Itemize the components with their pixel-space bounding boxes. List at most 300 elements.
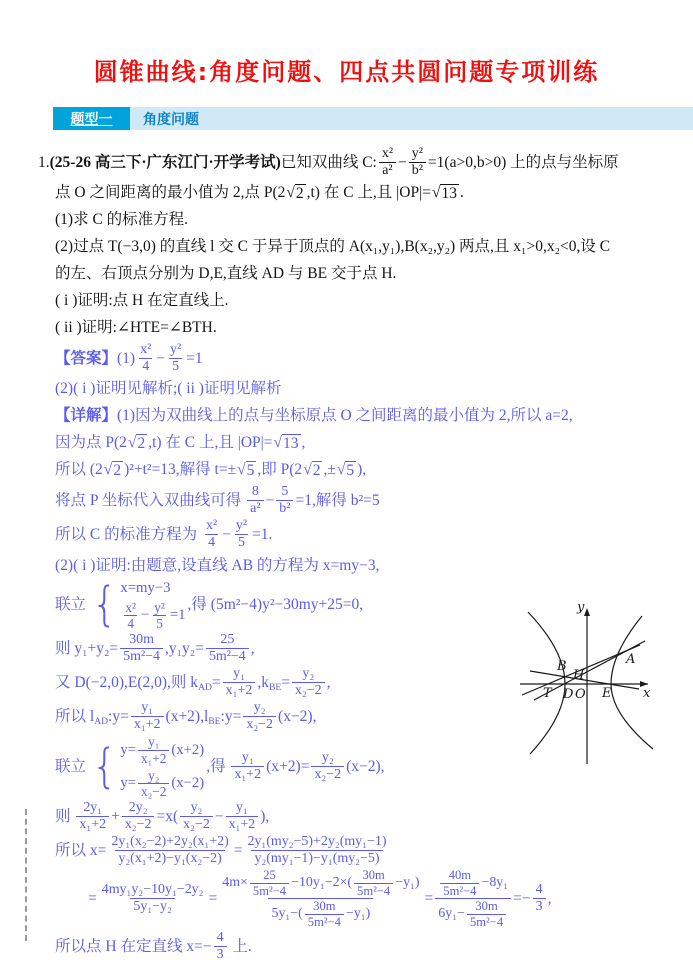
text-run: 所以点 H 在定直线 x=− bbox=[55, 937, 212, 955]
radicand: 2 bbox=[295, 184, 304, 202]
text-line-8 bbox=[55, 342, 689, 375]
fraction-denominator bbox=[533, 898, 546, 915]
fraction-denominator bbox=[223, 682, 256, 699]
fraction-numerator bbox=[230, 666, 248, 682]
text-run: 30m bbox=[129, 632, 154, 648]
fraction-numerator bbox=[122, 600, 139, 615]
text-run: a² bbox=[250, 501, 261, 517]
fraction-numerator bbox=[219, 868, 422, 898]
text-run: x² bbox=[140, 342, 152, 358]
text-run: 5m²−4 bbox=[307, 914, 341, 929]
fraction bbox=[250, 868, 289, 898]
square-root bbox=[286, 184, 305, 203]
text-run: 5 bbox=[172, 359, 180, 375]
text-run: −8y₁ bbox=[481, 875, 509, 891]
radicand: 2 bbox=[113, 461, 122, 479]
text-run: b² bbox=[279, 501, 291, 517]
text-run: 4 bbox=[142, 359, 150, 375]
equation-row bbox=[120, 734, 204, 765]
label-D: D bbox=[563, 687, 574, 702]
fraction-numerator bbox=[409, 146, 426, 162]
text-line-15 bbox=[55, 552, 689, 578]
text-run: , bbox=[547, 890, 552, 908]
text-run: =x( bbox=[156, 808, 179, 826]
text-run: y₁ bbox=[148, 734, 160, 750]
subscript: BE bbox=[268, 681, 282, 693]
text-run: x₂−2 bbox=[294, 683, 322, 699]
text-run: = bbox=[233, 842, 243, 860]
hyperbola-diagram bbox=[512, 596, 662, 768]
fraction bbox=[440, 868, 479, 898]
text-run: 点 O 之间距离的最小值为 2,点 P(2 bbox=[55, 184, 286, 202]
fraction bbox=[226, 800, 259, 833]
fraction bbox=[138, 768, 169, 799]
text-run: y₁ bbox=[233, 666, 245, 682]
text-run: 6y₁− bbox=[438, 906, 465, 922]
text-line-12 bbox=[55, 457, 689, 483]
y-axis-arrow bbox=[584, 608, 590, 616]
fraction-denominator bbox=[131, 716, 164, 733]
equation-rows bbox=[120, 734, 204, 799]
text-line-7 bbox=[55, 315, 689, 341]
radical-sign: √ bbox=[127, 433, 137, 451]
text-line-4 bbox=[55, 234, 689, 260]
text-run: 25 bbox=[263, 868, 276, 883]
text-run: 上. bbox=[228, 937, 252, 955]
fraction-denominator bbox=[214, 946, 227, 963]
text-run: (1)求 C 的标准方程. bbox=[55, 211, 189, 229]
text-run: 25 bbox=[220, 632, 235, 648]
fraction-denominator bbox=[311, 766, 344, 783]
text-run: y₁ bbox=[235, 800, 248, 816]
text-run: 5m²−4 bbox=[252, 883, 287, 898]
hyperbola-left-branch bbox=[528, 612, 565, 754]
text-run: − bbox=[214, 808, 224, 826]
brace-glyph: { bbox=[91, 740, 118, 794]
section-label: 角度问题 bbox=[130, 107, 693, 130]
text-run: x₁+2 bbox=[141, 750, 167, 766]
text-run: (x−2) bbox=[171, 775, 205, 792]
text-run: + bbox=[111, 808, 120, 826]
radical-sign: √ bbox=[273, 433, 283, 451]
fraction bbox=[99, 882, 207, 915]
label-x: x bbox=[643, 686, 651, 701]
fraction-numerator bbox=[167, 342, 184, 358]
text-run: 5m²−4 bbox=[123, 649, 160, 665]
text-run: − bbox=[398, 153, 407, 171]
fraction bbox=[292, 666, 325, 699]
square-root bbox=[237, 461, 256, 480]
fraction-numerator bbox=[244, 834, 389, 850]
fraction bbox=[379, 146, 396, 179]
fraction-denominator bbox=[276, 500, 293, 517]
fraction-numerator bbox=[251, 700, 269, 716]
text-run: a² bbox=[382, 163, 393, 179]
fraction-numerator bbox=[151, 600, 168, 615]
text-run: 4 bbox=[216, 930, 224, 946]
text-run: 已知双曲线 C: bbox=[280, 153, 377, 171]
square-root bbox=[128, 434, 147, 453]
fraction-numerator bbox=[126, 632, 157, 648]
text-run: y= bbox=[120, 741, 137, 758]
text-run: =1. bbox=[252, 526, 273, 544]
fraction-numerator bbox=[80, 800, 105, 816]
fraction-denominator bbox=[268, 898, 373, 929]
text-run: 所以 x= bbox=[55, 842, 107, 860]
document-body bbox=[0, 130, 693, 963]
fraction-denominator bbox=[250, 883, 289, 898]
text-run: 30m bbox=[313, 899, 336, 914]
fraction-numerator bbox=[145, 734, 162, 749]
fraction-denominator bbox=[76, 816, 109, 833]
text-run: −y₁) bbox=[395, 875, 420, 891]
text-run: ,得 bbox=[206, 758, 230, 776]
text-run: = bbox=[281, 674, 290, 692]
text-run: 30m bbox=[475, 899, 498, 914]
fraction-denominator bbox=[354, 883, 393, 898]
fraction bbox=[354, 868, 393, 898]
text-run: x₂−2 bbox=[124, 817, 152, 833]
text-run: 所以 C 的标准方程为 bbox=[55, 526, 201, 544]
fraction bbox=[120, 632, 163, 665]
text-line-9 bbox=[55, 376, 689, 402]
text-run: =1,解得 b²=5 bbox=[295, 491, 380, 509]
text-run: , bbox=[250, 639, 255, 657]
fraction bbox=[533, 882, 546, 915]
page-title: 圆锥曲线:角度问题、四点共圆问题专项训练 bbox=[93, 58, 600, 86]
text-line-11 bbox=[55, 430, 689, 456]
text-run: ,k bbox=[257, 674, 269, 692]
system-of-equations bbox=[92, 579, 186, 631]
fraction-denominator bbox=[226, 816, 259, 833]
text-run: x=my−3 bbox=[120, 580, 171, 597]
fraction bbox=[137, 342, 154, 375]
text-line-23 bbox=[88, 868, 689, 929]
fraction bbox=[219, 868, 422, 929]
text-run: 2y₁ bbox=[83, 800, 103, 816]
radicand: 13 bbox=[441, 184, 457, 202]
text-run: y² bbox=[235, 518, 248, 534]
fraction-denominator bbox=[138, 783, 169, 799]
fraction bbox=[409, 146, 426, 179]
text-run: 2y₂ bbox=[128, 800, 148, 816]
label-A: A bbox=[626, 652, 636, 667]
text-line-3 bbox=[55, 207, 689, 233]
text-run: 2y₁(my₂−5)+2y₂(my₁−1) bbox=[247, 834, 387, 850]
text-run: −10y₁−2×( bbox=[291, 875, 353, 891]
fraction-denominator bbox=[231, 766, 264, 783]
fraction-numerator bbox=[379, 146, 396, 162]
text-run: ), bbox=[260, 808, 270, 826]
text-run: =1 bbox=[186, 349, 203, 367]
text-run: 4 bbox=[208, 535, 216, 551]
text-run: ,t) 在 C 上,且 |OP|= bbox=[306, 184, 431, 202]
fraction bbox=[76, 800, 109, 833]
equation-row bbox=[120, 768, 204, 799]
text-run: ( i )证明:点 H 在定直线上. bbox=[55, 292, 229, 310]
square-root bbox=[337, 461, 356, 480]
brace-glyph: { bbox=[91, 578, 118, 632]
text-run: x₁+2 bbox=[225, 683, 253, 699]
fraction-numerator bbox=[137, 342, 154, 358]
fraction-numerator bbox=[260, 868, 279, 882]
radicand: 13 bbox=[283, 434, 299, 452]
fraction-numerator bbox=[217, 632, 237, 648]
fraction bbox=[467, 899, 506, 929]
text-run: 联立 bbox=[55, 596, 90, 614]
fraction-denominator bbox=[440, 883, 479, 898]
fraction-denominator bbox=[122, 816, 155, 833]
text-run: − bbox=[265, 491, 275, 509]
fraction bbox=[243, 700, 276, 733]
text-run: 5m²−4 bbox=[208, 649, 246, 665]
fraction-denominator bbox=[206, 648, 249, 665]
fraction-denominator bbox=[235, 534, 248, 551]
fraction-numerator bbox=[214, 930, 227, 946]
text-run: x₁+2 bbox=[133, 717, 161, 733]
square-root bbox=[274, 434, 301, 453]
text-run: 将点 P 坐标代入双曲线可得 bbox=[55, 491, 246, 509]
subscript: AD bbox=[198, 681, 212, 693]
text-run: 则 bbox=[55, 808, 75, 826]
text-run: x₂−2 bbox=[183, 817, 210, 833]
equation-row bbox=[120, 600, 185, 631]
fraction-denominator bbox=[138, 750, 169, 766]
fraction-numerator bbox=[108, 834, 231, 850]
radical-sign: √ bbox=[336, 460, 346, 478]
label-O: O bbox=[575, 687, 586, 702]
text-line-10 bbox=[55, 403, 689, 429]
radical-sign: √ bbox=[103, 460, 113, 478]
text-run: = bbox=[208, 890, 218, 908]
text-run: 8 bbox=[251, 484, 259, 500]
text-run: y= bbox=[120, 775, 137, 792]
text-run: ,t) 在 C 上,且 |OP|= bbox=[148, 434, 273, 452]
text-run: = bbox=[211, 674, 221, 692]
text-run: (x−2), bbox=[278, 708, 317, 726]
fraction-denominator bbox=[379, 162, 395, 179]
text-run: = bbox=[88, 890, 97, 908]
fraction-numerator bbox=[188, 800, 206, 816]
text-run: =− bbox=[513, 890, 531, 908]
fraction bbox=[247, 484, 263, 517]
text-line-13 bbox=[55, 484, 689, 517]
text-run: x² bbox=[381, 146, 394, 161]
text-run: 4my₁y₂−10y₁−2y₂ bbox=[101, 882, 204, 898]
fraction-denominator bbox=[130, 898, 175, 915]
text-run: 40m bbox=[448, 868, 472, 883]
text-line-14 bbox=[55, 518, 689, 551]
fraction-denominator bbox=[467, 914, 506, 929]
fraction-numerator bbox=[435, 868, 511, 898]
equation-row bbox=[120, 579, 185, 597]
text-run: 4 bbox=[127, 615, 134, 631]
text-run: 5y₁−( bbox=[271, 906, 303, 922]
square-root bbox=[432, 184, 459, 203]
text-run: . bbox=[459, 184, 464, 202]
radicand: 2 bbox=[312, 461, 321, 479]
text-run: y₂ bbox=[321, 750, 334, 766]
section-tab[interactable]: 题型一 bbox=[53, 107, 130, 130]
fraction-numerator bbox=[233, 800, 251, 816]
fraction-numerator bbox=[299, 666, 317, 682]
text-run: (x−2), bbox=[346, 758, 385, 776]
text-run: =1(a>0,b>0) 上的点与坐标原 bbox=[427, 153, 619, 171]
fraction-denominator bbox=[409, 162, 426, 179]
fraction-numerator bbox=[203, 518, 220, 534]
text-run: 【答案】 bbox=[55, 349, 118, 367]
fraction-denominator bbox=[120, 648, 163, 665]
fraction-numerator bbox=[249, 484, 262, 500]
text-run: (2)过点 T(−3,0) 的直线 l 交 C 于异于顶点的 A(x₁,y₁),B(x₂,y₂) 两点,且 x₁>0,x₂<0,设 C bbox=[55, 238, 611, 256]
text-run: (2)( i )证明见解析;( ii )证明见解析 bbox=[55, 380, 282, 398]
fraction bbox=[206, 632, 249, 665]
fraction bbox=[151, 600, 168, 631]
text-run: y² bbox=[411, 146, 423, 161]
subscript: AD bbox=[94, 715, 109, 727]
fraction bbox=[233, 518, 250, 551]
text-run: (1) bbox=[117, 349, 136, 367]
label-E: E bbox=[602, 686, 612, 701]
text-run: (25-26 高三下·广东江门·开学考试) bbox=[49, 153, 281, 171]
text-run: −y₁) bbox=[345, 906, 371, 922]
text-run: 则 y₁+y₂= bbox=[55, 639, 119, 657]
text-run: 5 bbox=[237, 535, 245, 551]
text-line-24 bbox=[55, 930, 689, 963]
hyperbola-right-branch bbox=[611, 616, 653, 749]
text-run: y₁ bbox=[241, 750, 254, 766]
text-line-22 bbox=[55, 834, 689, 867]
text-run: 又 D(−2,0),E(2,0),则 k bbox=[55, 674, 199, 692]
label-B: B bbox=[557, 659, 567, 674]
text-run: ,即 P(2 bbox=[257, 461, 303, 479]
text-run: :y= bbox=[108, 708, 129, 726]
fraction-denominator bbox=[247, 500, 263, 517]
text-run: y₂ bbox=[190, 800, 203, 816]
fraction bbox=[122, 600, 139, 631]
text-run: 5 bbox=[156, 615, 163, 631]
text-run: 3 bbox=[535, 899, 543, 915]
fraction-numerator bbox=[278, 484, 291, 500]
text-line-21 bbox=[55, 800, 689, 833]
fraction-numerator bbox=[446, 868, 474, 882]
text-run: 所以 l bbox=[55, 708, 95, 726]
radical-sign: √ bbox=[431, 183, 441, 201]
fraction-numerator bbox=[126, 800, 151, 816]
radicand: 5 bbox=[246, 461, 255, 479]
text-run: , bbox=[326, 674, 331, 692]
fraction-denominator bbox=[139, 358, 152, 375]
fraction-numerator bbox=[233, 518, 250, 534]
fraction-numerator bbox=[319, 750, 337, 766]
text-run: x₂−2 bbox=[141, 784, 167, 799]
text-run: (x+2)= bbox=[266, 758, 310, 776]
label-T: T bbox=[543, 686, 552, 701]
fraction-numerator bbox=[138, 700, 156, 716]
fraction bbox=[305, 899, 344, 929]
text-run: (x+2),l bbox=[165, 708, 209, 726]
text-run: x₂−2 bbox=[246, 717, 274, 733]
text-run: 5m²−4 bbox=[443, 883, 477, 898]
fraction bbox=[435, 868, 511, 929]
text-run: 5m²−4 bbox=[469, 914, 504, 929]
text-run: 所以 (2 bbox=[55, 461, 103, 479]
text-run: x₁+2 bbox=[228, 817, 256, 833]
page-margin-dashed-rule bbox=[25, 809, 27, 941]
text-run: 5 bbox=[281, 484, 289, 500]
text-run: 5y₁−y₂ bbox=[133, 899, 172, 915]
text-run: (1)因为双曲线上的点与坐标原点 O 之间距离的最小值为 2,所以 a=2, bbox=[117, 407, 573, 425]
text-run: 因为点 P(2 bbox=[55, 434, 127, 452]
text-run: y² bbox=[154, 599, 165, 615]
fraction bbox=[131, 700, 164, 733]
fraction-denominator bbox=[251, 850, 382, 867]
text-run: 【详解】 bbox=[55, 407, 118, 425]
fraction bbox=[214, 930, 227, 963]
text-run: 4m× bbox=[222, 875, 248, 891]
text-run: 联立 bbox=[55, 758, 90, 776]
system-of-equations bbox=[92, 734, 204, 799]
text-run: ,± bbox=[323, 461, 336, 479]
text-run: x₂−2 bbox=[314, 767, 342, 783]
square-root bbox=[303, 461, 322, 480]
text-run: − bbox=[222, 526, 231, 544]
fraction-denominator bbox=[124, 615, 137, 631]
fraction-denominator bbox=[180, 816, 213, 833]
fraction bbox=[203, 518, 220, 551]
section-bar bbox=[53, 107, 693, 130]
fraction bbox=[167, 342, 184, 375]
fraction-denominator bbox=[243, 716, 276, 733]
text-run: = bbox=[424, 890, 434, 908]
text-run: x₁+2 bbox=[79, 817, 107, 833]
fraction-denominator bbox=[115, 850, 224, 867]
text-run: x² bbox=[125, 599, 136, 615]
fraction-numerator bbox=[99, 882, 207, 898]
text-run: , bbox=[301, 434, 306, 452]
text-run: 30m bbox=[362, 868, 385, 883]
text-run: 3 bbox=[216, 947, 224, 963]
equation-rows bbox=[120, 579, 185, 631]
fraction bbox=[122, 800, 155, 833]
text-run: 2y₁(x₂−2)+2y₂(x₁+2) bbox=[111, 834, 229, 850]
text-run: y₂(my₁−1)−y₁(my₂−5) bbox=[254, 851, 380, 867]
text-run: y₂ bbox=[302, 666, 315, 682]
fraction-denominator bbox=[205, 534, 218, 551]
fraction-numerator bbox=[472, 899, 500, 913]
text-line-6 bbox=[55, 288, 689, 314]
fraction-numerator bbox=[359, 868, 387, 882]
fraction bbox=[223, 666, 256, 699]
text-run: y² bbox=[170, 342, 182, 358]
fraction bbox=[244, 834, 389, 867]
text-run: 1. bbox=[38, 153, 50, 171]
fraction-numerator bbox=[239, 750, 257, 766]
text-run: )²+t²=13,解得 t=± bbox=[124, 461, 237, 479]
text-run: b² bbox=[411, 163, 423, 179]
text-run: 的左、右顶点分别为 D,E,直线 AD 与 BE 交于点 H. bbox=[55, 265, 397, 283]
radical-sign: √ bbox=[303, 460, 312, 478]
radicand: 5 bbox=[346, 461, 355, 479]
text-run: :y= bbox=[220, 708, 242, 726]
text-run: y₂ bbox=[253, 700, 266, 716]
fraction-denominator bbox=[435, 898, 511, 929]
label-y: y bbox=[577, 600, 585, 615]
fraction-denominator bbox=[305, 914, 344, 929]
text-run: − bbox=[156, 349, 165, 367]
hyperbola-figure bbox=[512, 596, 662, 768]
fraction-denominator bbox=[169, 358, 182, 375]
